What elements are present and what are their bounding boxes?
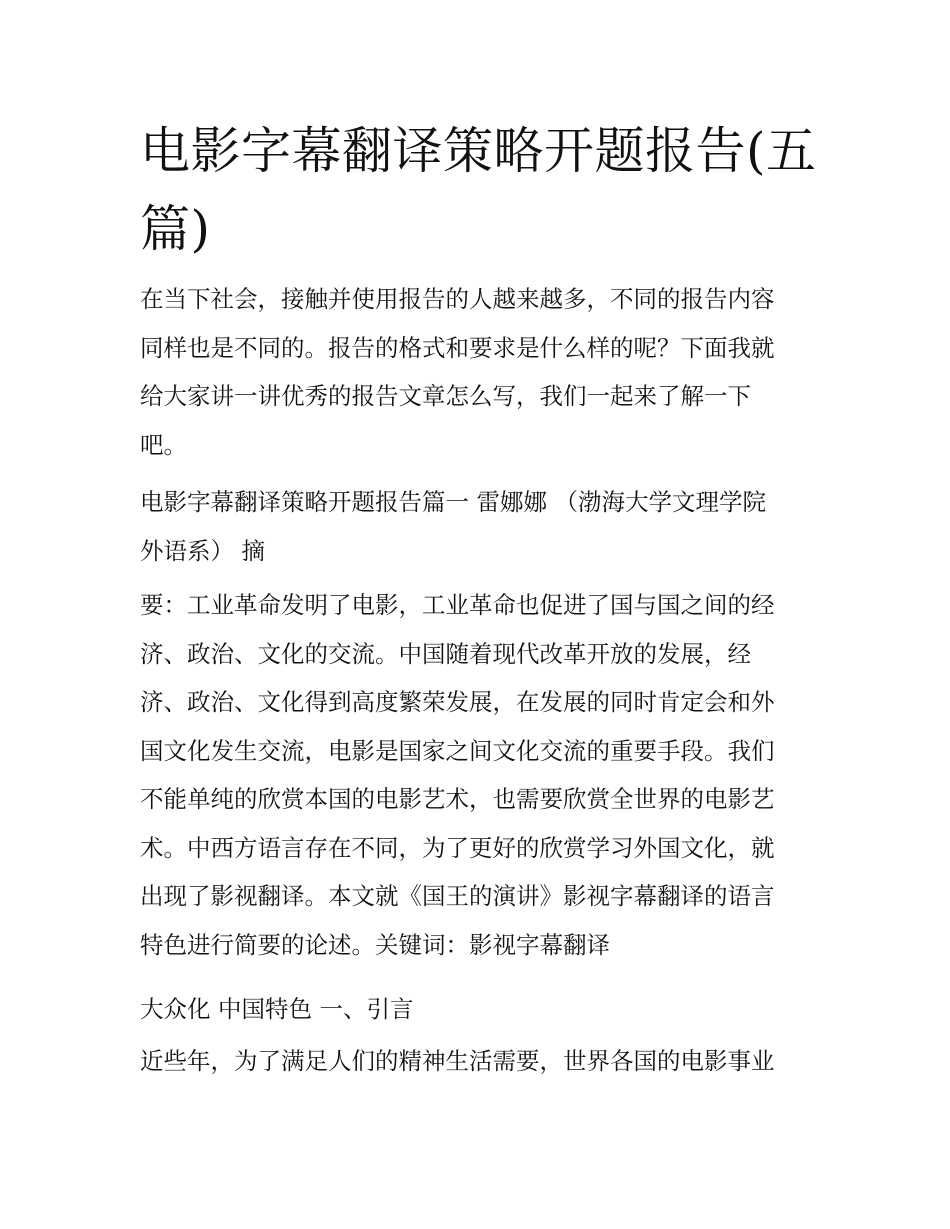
text-line: 济、政治、文化的交流。中国随着现代改革开放的发展，经 (140, 639, 751, 668)
abstract-paragraph (140, 581, 816, 969)
intro-paragraph (140, 275, 816, 469)
text-line: 不能单纯的欣赏本国的电影艺术，也需要欣赏全世界的电影艺 (140, 785, 775, 813)
text-line: 吧。 (140, 430, 187, 459)
keywords-paragraph (140, 985, 816, 1034)
text-line: 电影字幕翻译策略开题报告篇一 雷娜娜 （渤海大学文理学院 (140, 488, 766, 516)
text-line: 国文化发生交流，电影是国家之间文化交流的重要手段。我们 (140, 736, 775, 765)
text-line: 济、政治、文化得到高度繁荣发展，在发展的同时肯定会和外 (140, 688, 775, 716)
section-heading-paragraph (140, 478, 816, 575)
title-line: 篇) (140, 200, 211, 258)
text-line: 出现了影视翻译。本文就《国王的演讲》影视字幕翻译的语言 (140, 882, 775, 910)
text-line: 大众化 中国特色 一、引言 (140, 995, 414, 1023)
text-line: 给大家讲一讲优秀的报告文章怎么写，我们一起来了解一下 (140, 382, 751, 410)
text-line: 近些年，为了满足人们的精神生活需要，世界各国的电影事业 (140, 1047, 775, 1075)
text-line: 特色进行简要的论述。关键词：影视字幕翻译 (140, 930, 610, 959)
text-line: 要：工业革命发明了电影，工业革命也促进了国与国之间的经 (140, 591, 775, 619)
text-line: 同样也是不同的。报告的格式和要求是什么样的呢？下面我就 (140, 333, 775, 362)
text-line: 外语系） 摘 (140, 536, 265, 565)
title-line: 电影字幕翻译策略开题报告(五 (140, 122, 817, 180)
document-title (140, 112, 820, 268)
text-line: 术。中西方语言存在不同，为了更好的欣赏学习外国文化，就 (140, 833, 775, 862)
text-line: 在当下社会，接触并使用报告的人越来越多，不同的报告内容 (140, 285, 775, 313)
body-paragraph (140, 1037, 816, 1086)
